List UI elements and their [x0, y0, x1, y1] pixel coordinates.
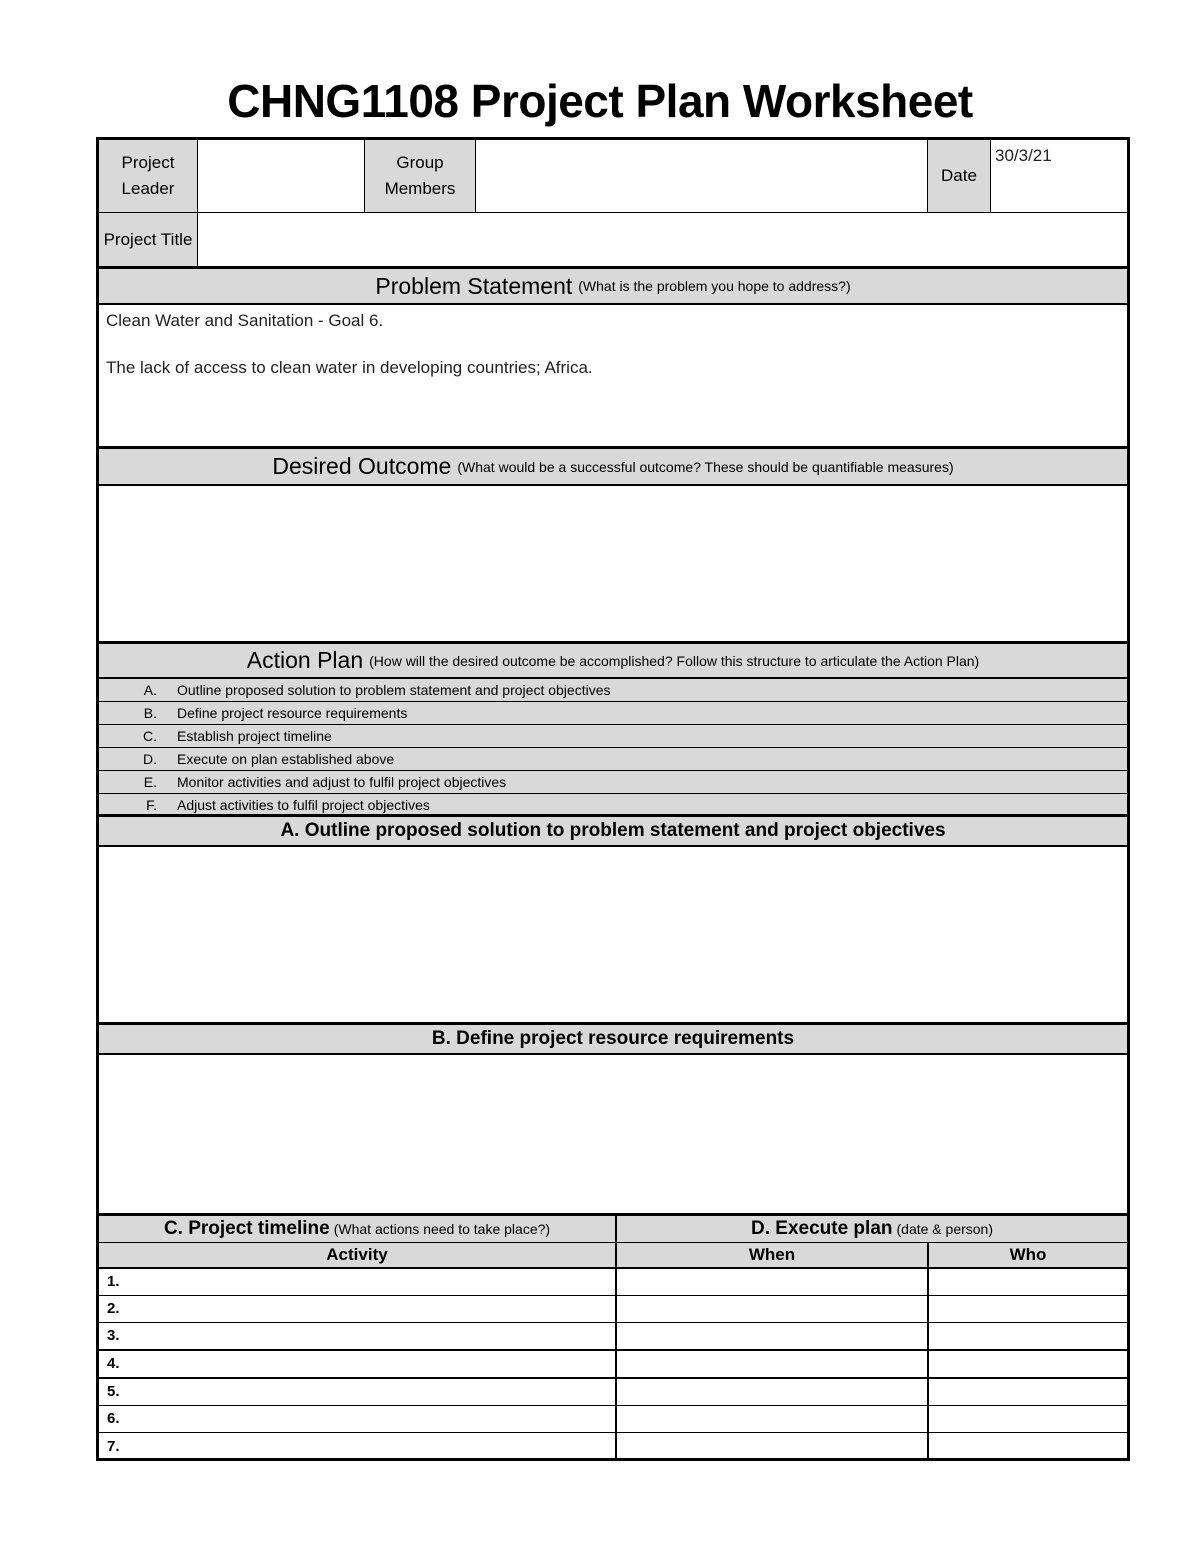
step-text: Outline proposed solution to problem statement and project objectives [177, 682, 611, 698]
row-number: 4. [107, 1355, 120, 1372]
section-d-header [617, 1216, 1127, 1242]
page-title: CHNG1108 Project Plan Worksheet [227, 75, 973, 127]
desired-outcome-heading: Desired Outcome [272, 453, 452, 479]
row-number: 7. [107, 1438, 120, 1455]
table-row[interactable] [99, 1323, 615, 1349]
action-plan-step [99, 725, 1127, 747]
project-leader-label: Project Leader [99, 140, 197, 212]
section-b-heading: B. Define project resource requirements [431, 1028, 795, 1049]
date-label: Date [928, 140, 990, 212]
section-a-heading: A. Outline proposed solution to problem statement and project objectives [280, 820, 946, 841]
row-number: 1. [107, 1273, 120, 1290]
step-text: Execute on plan established above [177, 751, 395, 767]
section-d-hint: (date & person) [896, 1221, 993, 1237]
table-row[interactable] [99, 1296, 615, 1322]
problem-statement-header [99, 269, 1127, 303]
row-number: 2. [107, 1300, 120, 1317]
desired-outcome-header [99, 449, 1127, 484]
action-plan-step [99, 771, 1127, 793]
problem-statement-line: The lack of access to clean water in developing countries; Africa. [106, 358, 593, 377]
section-d-heading: D. Execute plan [751, 1218, 893, 1239]
table-row[interactable] [99, 1433, 615, 1461]
table-row[interactable] [99, 1351, 615, 1377]
when-column-header: When [617, 1243, 927, 1267]
problem-statement-heading: Problem Statement [375, 272, 573, 299]
step-text: Establish project timeline [177, 728, 332, 744]
step-letter: B. [143, 705, 157, 721]
row-number: 6. [107, 1410, 120, 1427]
activity-column-header: Activity [99, 1243, 615, 1267]
step-letter: C. [143, 728, 157, 744]
table-row[interactable] [99, 1379, 615, 1405]
table-row[interactable] [99, 1406, 615, 1432]
problem-statement-hint: (What is the problem you hope to address?) [578, 278, 851, 294]
section-a-content[interactable] [99, 847, 1127, 1022]
step-letter: E. [143, 774, 157, 790]
row-number: 5. [107, 1383, 120, 1400]
action-plan-hint: (How will the desired outcome be accomplished? Follow this structure to articulate the Action Plan) [369, 652, 980, 669]
step-text: Adjust activities to fulfil project objectives [177, 797, 430, 813]
section-a-header [99, 817, 1127, 845]
row-number: 3. [107, 1327, 120, 1344]
section-b-header [99, 1025, 1127, 1053]
action-plan-step [99, 702, 1127, 724]
problem-statement-line: Clean Water and Sanitation - Goal 6. [106, 311, 384, 330]
project-leader-field[interactable] [198, 140, 364, 212]
project-title-field[interactable] [198, 213, 1127, 266]
action-plan-heading: Action Plan [246, 647, 364, 673]
step-letter: A. [143, 682, 157, 698]
action-plan-step [99, 679, 1127, 701]
section-c-heading: C. Project timeline [163, 1218, 330, 1239]
action-plan-step [99, 794, 1127, 816]
step-text: Define project resource requirements [177, 705, 408, 721]
step-text: Monitor activities and adjust to fulfil project objectives [177, 774, 507, 790]
group-members-label: Group Members [365, 140, 475, 212]
problem-statement-content[interactable] [99, 305, 1127, 446]
group-members-field[interactable] [476, 140, 927, 212]
desired-outcome-content[interactable] [99, 486, 1127, 641]
step-letter: F. [146, 797, 157, 813]
date-field[interactable]: 30/3/21 [995, 146, 1052, 165]
section-c-hint: (What actions need to take place?) [333, 1221, 551, 1237]
worksheet [96, 137, 1130, 1461]
project-title-label: Project Title [99, 213, 197, 266]
action-plan-step [99, 748, 1127, 770]
desired-outcome-hint: (What would be a successful outcome? These should be quantifiable measures) [457, 458, 954, 475]
table-row[interactable] [99, 1269, 615, 1295]
step-letter: D. [143, 751, 157, 767]
section-c-header [99, 1216, 615, 1242]
who-column-header: Who [929, 1243, 1127, 1267]
action-plan-header [99, 644, 1127, 677]
section-b-content[interactable] [99, 1055, 1127, 1213]
